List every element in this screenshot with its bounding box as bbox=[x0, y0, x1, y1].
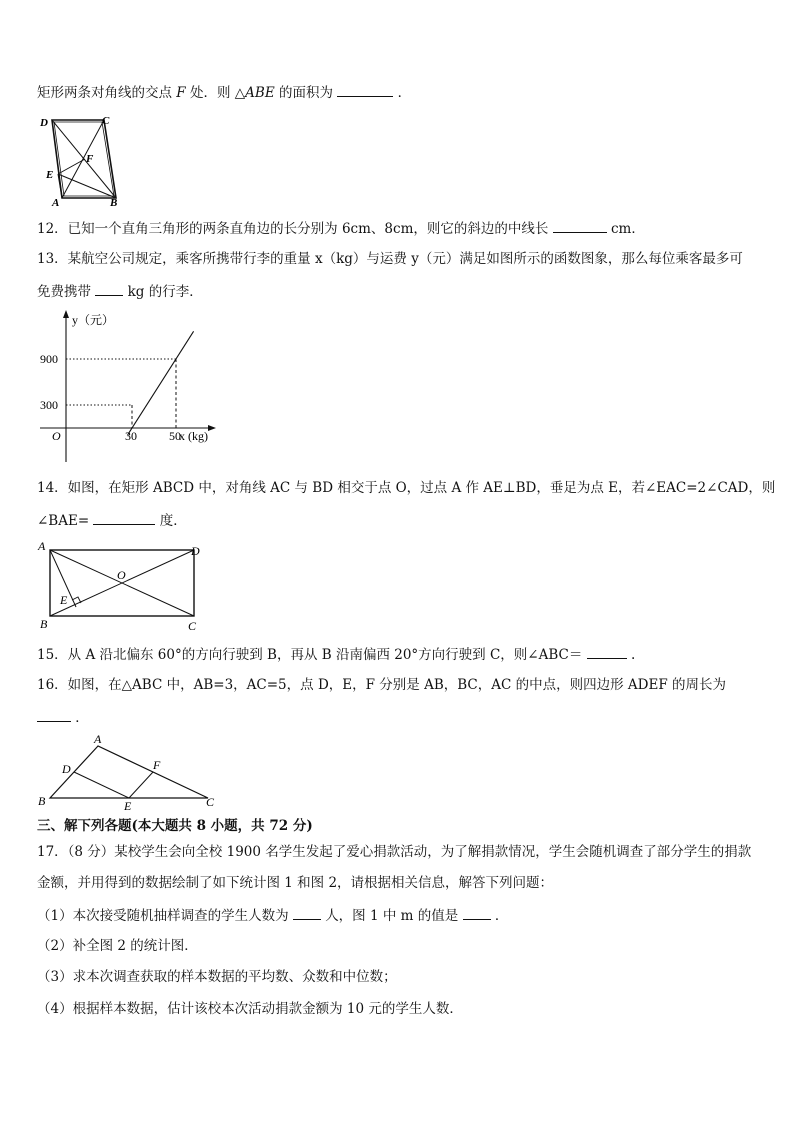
answer-blank[interactable] bbox=[95, 282, 123, 296]
answer-blank[interactable] bbox=[553, 219, 607, 233]
label-a: A bbox=[94, 732, 102, 746]
q14-post: 度． bbox=[159, 513, 187, 529]
y-axis-label: y（元） bbox=[72, 313, 115, 327]
q12-text bbox=[37, 219, 645, 238]
label-o: O bbox=[117, 568, 126, 582]
q13-line2 bbox=[37, 282, 203, 301]
label-c: C bbox=[188, 619, 197, 632]
series-line bbox=[128, 331, 194, 435]
q13-chart bbox=[36, 308, 220, 466]
label-e: E bbox=[60, 593, 68, 607]
q11-mid: 处．则 bbox=[189, 85, 231, 101]
q13-pre: 免费携带 bbox=[37, 284, 91, 300]
q14-pre: ∠BAE= bbox=[37, 513, 90, 529]
section-title: 三、解下列各题(本大题共 8 小题，共 72 分) bbox=[37, 818, 313, 834]
q16-end: ． bbox=[75, 710, 89, 726]
q16-line2 bbox=[37, 708, 89, 727]
answer-blank[interactable] bbox=[337, 83, 393, 97]
q12-stem: 12．已知一个直角三角形的两条直角边的长分别为 6cm、8cm，则它的斜边的中线长 bbox=[37, 221, 549, 237]
q11-pre: 矩形两条对角线的交点 bbox=[37, 85, 172, 101]
q16-figure bbox=[36, 732, 218, 810]
answer-blank[interactable] bbox=[293, 906, 321, 920]
answer-blank[interactable] bbox=[37, 708, 71, 722]
q17-part3: （3）求本次调查获取的样本数据的平均数、众数和中位数； bbox=[37, 969, 397, 985]
label-d: D bbox=[40, 117, 48, 129]
q11-post: 的面积为 bbox=[278, 85, 333, 101]
y-tick-900: 900 bbox=[40, 351, 58, 366]
label-a: A bbox=[52, 197, 60, 209]
x-tick-30: 30 bbox=[125, 429, 137, 443]
x-axis-label: x (kg) bbox=[179, 429, 208, 443]
label-d: D bbox=[62, 762, 71, 776]
answer-blank[interactable] bbox=[587, 645, 627, 659]
answer-blank[interactable] bbox=[93, 511, 155, 525]
q14-figure bbox=[36, 538, 212, 632]
label-e: E bbox=[124, 799, 132, 810]
label-b: B bbox=[38, 794, 46, 808]
label-f: F bbox=[86, 153, 94, 165]
label-a: A bbox=[38, 539, 46, 553]
q17-part1 bbox=[37, 906, 508, 925]
y-axis-arrow bbox=[63, 310, 69, 318]
q15-text bbox=[37, 645, 635, 664]
q11-var-abe: △ABE bbox=[234, 85, 275, 101]
q14-line2 bbox=[37, 511, 187, 530]
q16-line1: 16．如图，在△ABC 中，AB=3，AC=5，点 D，E，F 分别是 AB，BC，AC 的中点，则四边形 ADEF 的周长为 bbox=[37, 677, 726, 693]
y-tick-300: 300 bbox=[40, 397, 58, 412]
q15-stem: 15．从 A 沿北偏东 60°的方向行驶到 B，再从 B 沿南偏西 20°方向行驶到 C，则∠ABC＝ bbox=[37, 647, 583, 663]
label-b: B bbox=[40, 617, 48, 631]
label-b: B bbox=[110, 197, 118, 209]
q15-end: . bbox=[630, 647, 636, 663]
q17-part4: （4）根据样本数据，估计该校本次活动捐款金额为 10 元的学生人数． bbox=[37, 1001, 463, 1017]
q11-var-f: F bbox=[176, 85, 186, 101]
q17-p1-mid: 人，图 1 中 m 的值是 bbox=[325, 908, 459, 924]
label-d: D bbox=[191, 544, 200, 558]
q11-end: ． bbox=[397, 85, 412, 101]
q13-post: kg 的行李． bbox=[127, 284, 203, 300]
q14-line1: 14．如图，在矩形 ABCD 中，对角线 AC 与 BD 相交于点 O，过点 A 作 AE⊥BD，垂足为点 E，若∠EAC=2∠CAD，则 bbox=[37, 480, 776, 496]
label-f: F bbox=[153, 758, 161, 772]
x-tick-50: 50 bbox=[169, 429, 181, 443]
q17-part2: （2）补全图 2 的统计图． bbox=[37, 938, 198, 954]
q13-line1: 13．某航空公司规定，乘客所携带行李的重量 x（kg）与运费 y（元）满足如图所示的函数图象，那么每位乘客最多可 bbox=[37, 251, 743, 267]
q11-figure bbox=[38, 112, 128, 210]
answer-blank[interactable] bbox=[463, 906, 491, 920]
label-c: C bbox=[206, 795, 215, 809]
q17-p1-pre: （1）本次接受随机抽样调查的学生人数为 bbox=[37, 908, 289, 924]
label-e: E bbox=[46, 169, 54, 181]
x-axis-arrow bbox=[208, 425, 216, 431]
q17-line1: 17．（8 分）某校学生会向全校 1900 名学生发起了爱心捐款活动，为了解捐款情况，学生会随机调查了部分学生的捐款 bbox=[37, 844, 752, 860]
origin-label: O bbox=[52, 429, 61, 443]
q11-text bbox=[37, 83, 411, 102]
q12-unit: cm． bbox=[610, 221, 645, 237]
q17-line2: 金额，并用得到的数据绘制了如下统计图 1 和图 2，请根据相关信息，解答下列问题： bbox=[37, 875, 554, 891]
q17-p1-end: ． bbox=[494, 908, 509, 924]
label-c: C bbox=[102, 115, 110, 127]
